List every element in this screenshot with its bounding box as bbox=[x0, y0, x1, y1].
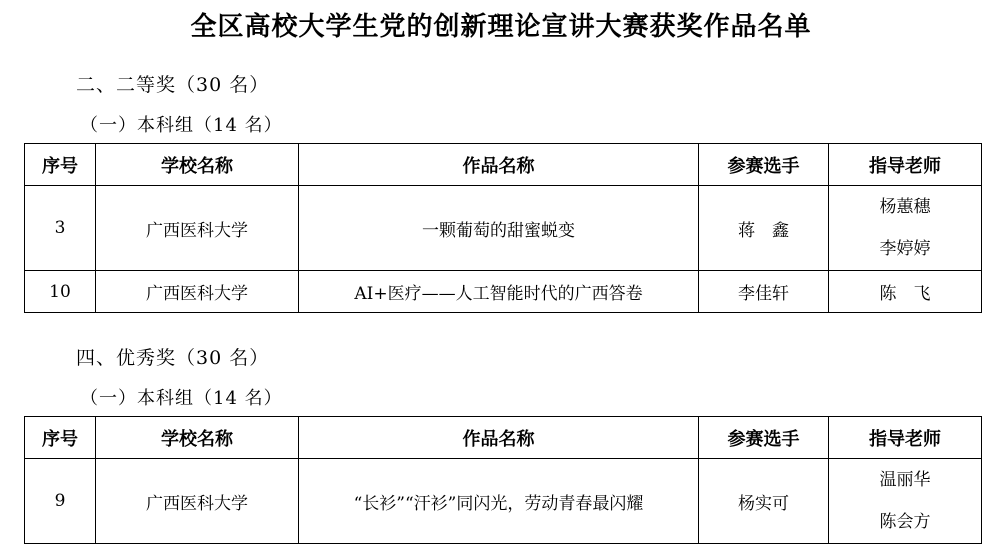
cell-work-title: AI+医疗——人工智能时代的广西答卷 bbox=[299, 271, 699, 313]
header-work-title: 作品名称 bbox=[299, 417, 699, 459]
table-row bbox=[25, 459, 982, 544]
group-heading-undergraduate: （一）本科组（14 名） bbox=[80, 115, 283, 136]
advisor-name: 李婷婷 bbox=[879, 239, 931, 259]
header-advisor: 指导老师 bbox=[829, 417, 982, 459]
header-serial-number: 序号 bbox=[25, 144, 96, 186]
header-contestant: 参赛选手 bbox=[699, 417, 829, 459]
cell-advisors bbox=[829, 186, 982, 271]
table-header-row bbox=[25, 144, 982, 186]
cell-school-name: 广西医科大学 bbox=[96, 271, 299, 313]
cell-contestant: 蒋 鑫 bbox=[699, 186, 829, 271]
cell-contestant: 杨实可 bbox=[699, 459, 829, 544]
cell-school-name: 广西医科大学 bbox=[96, 459, 299, 544]
cell-school-name: 广西医科大学 bbox=[96, 186, 299, 271]
document-title: 全区高校大学生党的创新理论宣讲大赛获奖作品名单 bbox=[190, 12, 812, 42]
cell-serial-number: 9 bbox=[25, 459, 96, 544]
advisor-name: 陈会方 bbox=[879, 512, 931, 532]
header-school-name: 学校名称 bbox=[96, 144, 299, 186]
header-work-title: 作品名称 bbox=[299, 144, 699, 186]
header-school-name: 学校名称 bbox=[96, 417, 299, 459]
header-advisor: 指导老师 bbox=[829, 144, 982, 186]
advisor-name: 温丽华 bbox=[879, 470, 931, 490]
header-contestant: 参赛选手 bbox=[699, 144, 829, 186]
cell-advisors bbox=[829, 271, 982, 313]
excellence-award-table bbox=[24, 416, 982, 544]
group-heading-undergraduate: （一）本科组（14 名） bbox=[80, 388, 283, 409]
table-row bbox=[25, 186, 982, 271]
cell-work-title: “长衫”“汗衫”同闪光，劳动青春最闪耀 bbox=[299, 459, 699, 544]
cell-work-title: 一颗葡萄的甜蜜蜕变 bbox=[299, 186, 699, 271]
cell-serial-number: 10 bbox=[25, 271, 96, 313]
table-header-row bbox=[25, 417, 982, 459]
cell-serial-number: 3 bbox=[25, 186, 96, 271]
section-heading-excellence-award: 四、优秀奖（30 名） bbox=[76, 347, 270, 369]
advisor-name: 杨蕙穗 bbox=[879, 197, 931, 217]
header-serial-number: 序号 bbox=[25, 417, 96, 459]
second-prize-table bbox=[24, 143, 982, 313]
cell-advisors bbox=[829, 459, 982, 544]
table-row bbox=[25, 271, 982, 313]
cell-contestant: 李佳轩 bbox=[699, 271, 829, 313]
advisor-name: 陈 飞 bbox=[879, 284, 931, 304]
section-heading-second-prize: 二、二等奖（30 名） bbox=[76, 74, 270, 96]
